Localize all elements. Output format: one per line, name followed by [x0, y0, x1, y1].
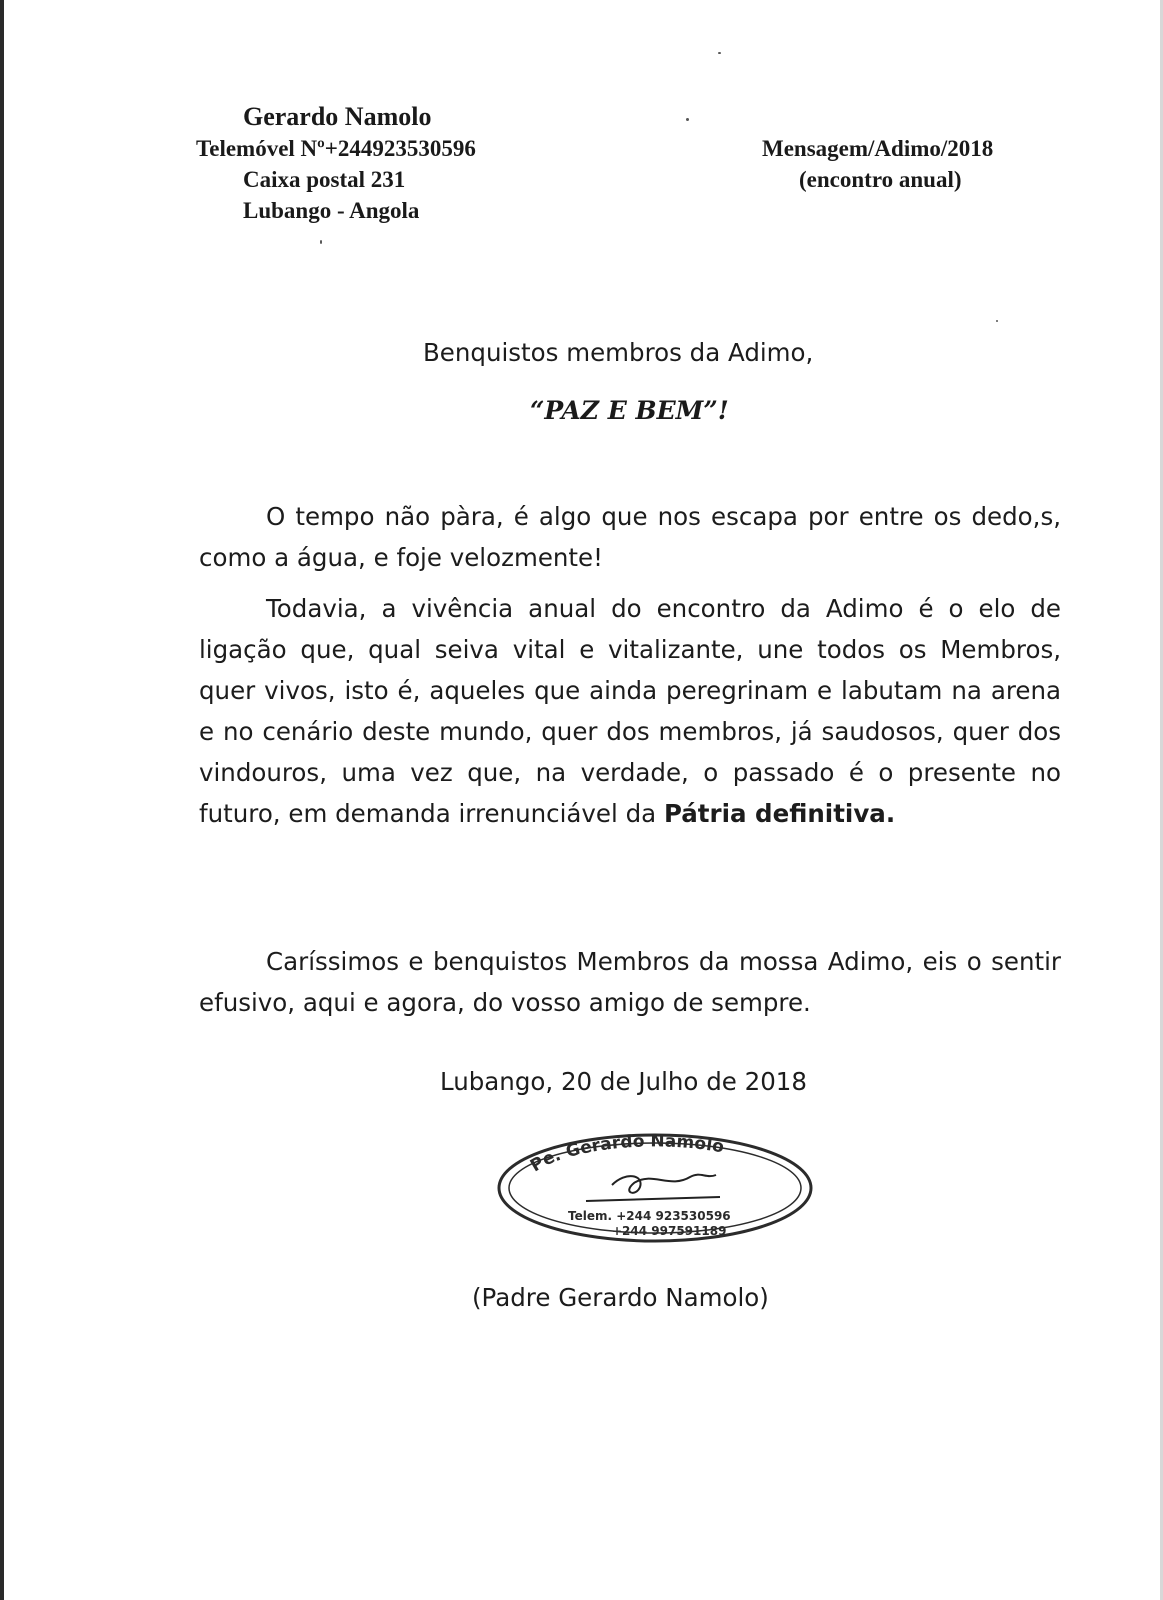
scan-speck — [996, 320, 998, 322]
signature-stamp — [494, 1131, 816, 1246]
sender-postal-box: Caixa postal 231 — [243, 167, 406, 192]
sender-name: Gerardo Namolo — [243, 102, 432, 131]
scan-speck — [686, 118, 689, 121]
sender-city: Lubango - Angola — [243, 198, 420, 223]
signer-name: (Padre Gerardo Namolo) — [472, 1283, 769, 1312]
scan-edge-left — [0, 0, 4, 1600]
handwritten-signature — [612, 1175, 716, 1193]
scan-speck — [320, 240, 322, 244]
signature-underline — [586, 1197, 720, 1201]
paragraph-2-text: Todavia, a vivência anual do encontro da Adimo é o elo de ligação que, qual seiva vital e vitalizante, une todos os Membros, quer vivos, isto é, aqueles que ainda peregrinam e labutam na arena e no cenário deste mundo, quer dos membros, já saudosos, quer dos vindouros, uma vez que, na verdade, o passado é o presente no futuro, em demanda irrenunciável da — [199, 594, 1061, 828]
paragraph-3: Caríssimos e benquistos Membros da mossa Adimo, eis o sentir efusivo, aqui e agora, do vosso amigo de sempre. — [199, 947, 1061, 1017]
reference-note: (encontro anual) — [799, 167, 962, 192]
scan-speck — [718, 52, 721, 54]
reference-code: Mensagem/Adimo/2018 — [762, 136, 994, 161]
stamp-phone-1: Telem. +244 923530596 — [568, 1209, 731, 1223]
sender-phone: Telemóvel Nº+244923530596 — [196, 136, 476, 161]
stamp-phone-2: +244 997591189 — [612, 1224, 727, 1238]
salutation: “PAZ E BEM”! — [530, 396, 729, 425]
greeting: Benquistos membros da Adimo, — [423, 338, 814, 367]
paragraph-2 — [199, 588, 1061, 834]
paragraph-2-emphasis: Pátria definitiva. — [663, 799, 896, 828]
stamp-top-text: Pe. Gerardo Namolo — [526, 1131, 726, 1177]
dateline: Lubango, 20 de Julho de 2018 — [440, 1067, 807, 1096]
paragraph-1: O tempo não pàra, é algo que nos escapa por entre os dedo,s, como a água, e foje velozmente! — [199, 502, 1061, 572]
